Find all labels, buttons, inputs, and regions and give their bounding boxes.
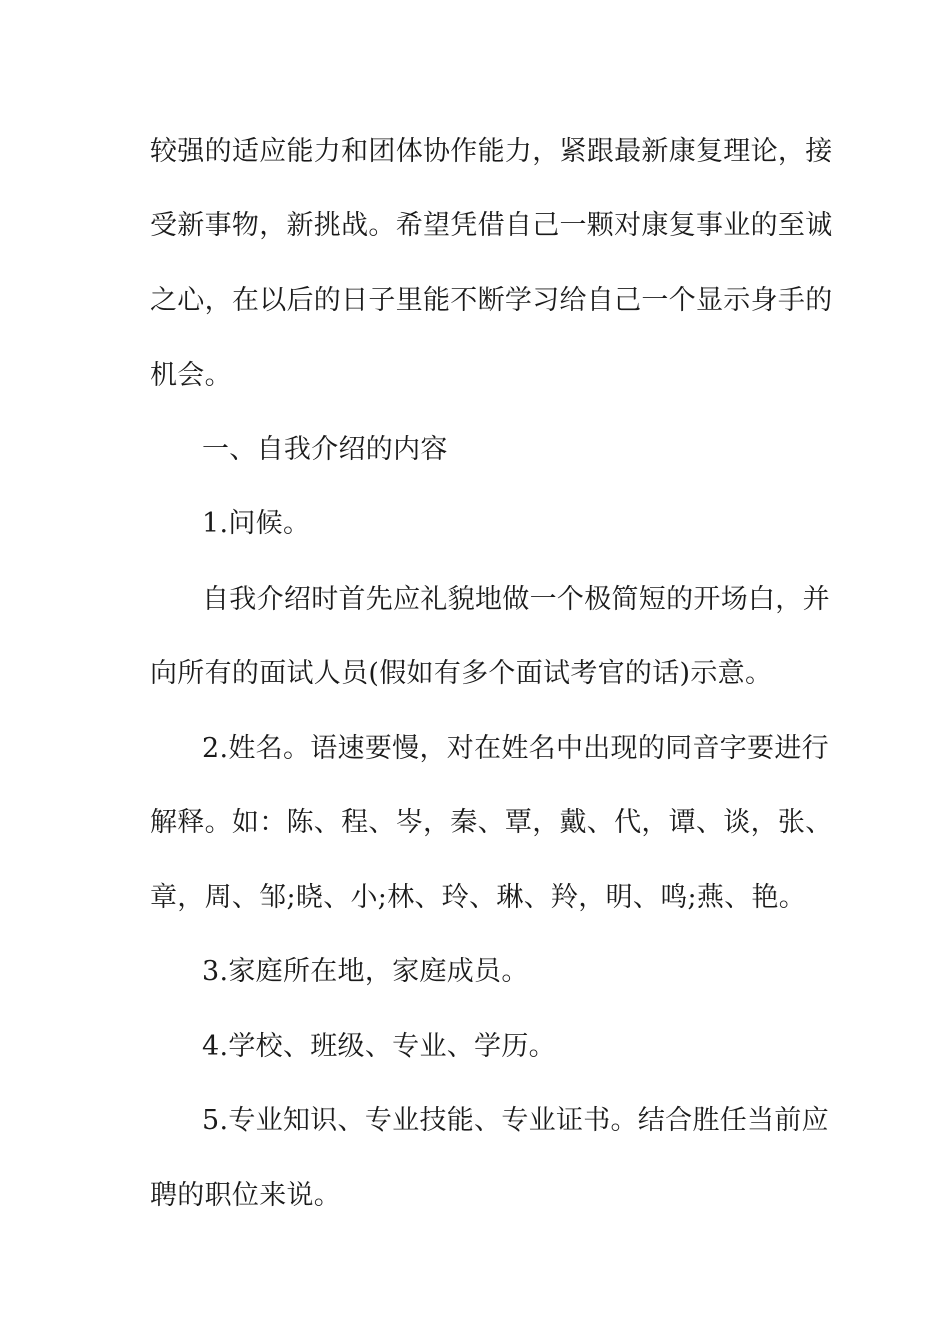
paragraph-line: 受新事物，新挑战。希望凭借自己一颗对康复事业的至诚 xyxy=(150,210,833,241)
paragraph-line: 机会。 xyxy=(150,360,232,391)
paragraph-line: 较强的适应能力和团体协作能力，紧跟最新康复理论，接 xyxy=(150,136,833,167)
paragraph-line: 章，周、邹;晓、小;林、玲、琳、羚，明、鸣;燕、艳。 xyxy=(150,882,807,913)
paragraph-line: 之心，在以后的日子里能不断学习给自己一个显示身手的 xyxy=(150,285,833,316)
list-item-heading: 1.问候。 xyxy=(202,508,311,539)
section-heading: 一、自我介绍的内容 xyxy=(202,434,448,465)
list-item-heading: 5.专业知识、专业技能、专业证书。结合胜任当前应 xyxy=(202,1105,829,1136)
paragraph-line: 解释。如：陈、程、岑，秦、覃，戴、代，谭、谈，张、 xyxy=(150,807,833,838)
paragraph-line: 聘的职位来说。 xyxy=(150,1180,342,1211)
list-item-heading: 4.学校、班级、专业、学历。 xyxy=(202,1031,556,1062)
list-item-heading: 2.姓名。语速要慢，对在姓名中出现的同音字要进行 xyxy=(202,733,829,764)
paragraph-line: 向所有的面试人员(假如有多个面试考官的话)示意。 xyxy=(150,658,773,689)
list-item-heading: 3.家庭所在地，家庭成员。 xyxy=(202,956,529,987)
paragraph-line: 自我介绍时首先应礼貌地做一个极简短的开场白，并 xyxy=(202,584,830,615)
